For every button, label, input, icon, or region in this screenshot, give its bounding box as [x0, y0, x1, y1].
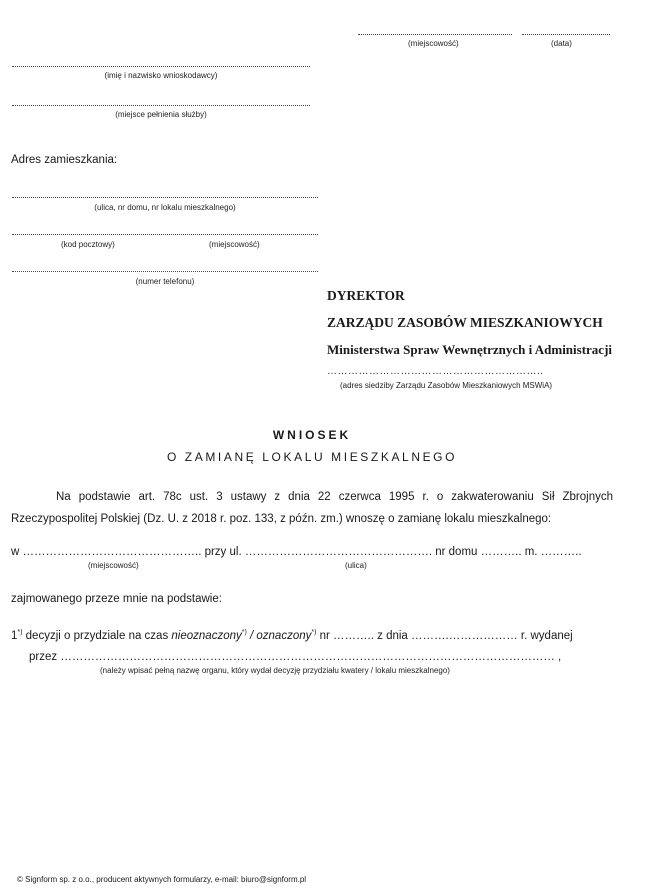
footnote-mark: *)	[241, 629, 247, 636]
item-text-b[interactable]: nr ……….. z dnia ……….……………… r. wydanej	[316, 629, 573, 642]
recipient-line-3: Ministerstwa Spraw Wewnętrznych i Administracji	[327, 342, 613, 357]
city-caption: (miejscowość)	[209, 240, 260, 249]
street-line[interactable]	[12, 197, 318, 198]
place-caption: (miejscowość)	[408, 39, 459, 48]
recipient-line-2: ZARZĄDU ZASOBÓW MIESZKANIOWYCH	[327, 315, 603, 330]
decision-issuer-line[interactable]: przez ………………………………………………………………………………………………………………… ,	[29, 651, 562, 663]
document-subtitle: O ZAMIANĘ LOKALU MIESZKALNEGO	[166, 450, 458, 464]
recipient-line-1: DYREKTOR	[327, 288, 405, 303]
location-fill-line[interactable]: w ……………………………………….. przy ul. …………………………………………. nr domu ……….. m. ………..	[11, 546, 582, 558]
footnote-mark: *)	[17, 629, 23, 636]
item-text-a: decyzji o przydziale na czas	[22, 629, 172, 642]
legal-basis-paragraph-line-2: Rzeczypospolitej Polskiej (Dz. U. z 2018 r. poz. 133, z późn. zm.) wnoszę o zamianę lokalu mieszkalnego:	[11, 513, 552, 525]
place-dotted-line[interactable]	[358, 34, 512, 35]
phone-line[interactable]	[12, 271, 318, 272]
service-place-line[interactable]	[12, 105, 310, 106]
service-place-caption: (miejsce pełnienia służby)	[115, 110, 207, 119]
recipient-address-caption: (adres siedziby Zarządu Zasobów Mieszkaniowych MSWiA)	[340, 381, 553, 390]
option-separator: /	[246, 629, 257, 642]
street-caption: (ulica, nr domu, nr lokalu mieszkalnego)	[94, 203, 236, 212]
postal-code-caption: (kod pocztowy)	[61, 240, 115, 249]
date-caption: (data)	[551, 39, 572, 48]
footer-copyright: © Signform sp. z o.o., producent aktywnych formularzy, e-mail: biuro@signform.pl	[17, 875, 307, 884]
postal-city-line[interactable]	[12, 234, 318, 235]
option-definite[interactable]: oznaczony	[256, 629, 312, 642]
date-dotted-line[interactable]	[522, 34, 610, 35]
footnote-mark: *)	[311, 629, 317, 636]
location-street-caption: (ulica)	[345, 561, 367, 570]
basis-label: zajmowanego przeze mnie na podstawie:	[11, 593, 222, 605]
decision-item-line-1	[11, 629, 613, 642]
legal-basis-paragraph-line-1: Na podstawie art. 78c ust. 3 ustawy z dnia 22 czerwca 1995 r. o zakwaterowaniu Sił Zbrojnych	[56, 491, 613, 503]
recipient-address-dots[interactable]: ……………………………………………………..	[327, 366, 544, 377]
decision-issuer-caption: (należy wpisać pełną nazwę organu, który wydał decyzję przydziału kwatery / lokalu mieszkalnego)	[100, 666, 450, 675]
phone-caption: (numer telefonu)	[135, 277, 195, 286]
address-label: Adres zamieszkania:	[11, 154, 118, 166]
location-place-caption: (miejscowość)	[88, 561, 139, 570]
option-indefinite[interactable]: nieoznaczony	[171, 629, 242, 642]
applicant-name-caption: (imię i nazwisko wnioskodawcy)	[104, 71, 218, 80]
applicant-name-line[interactable]	[12, 66, 310, 67]
item-number: 1	[11, 629, 18, 642]
document-title: WNIOSEK	[272, 428, 352, 442]
